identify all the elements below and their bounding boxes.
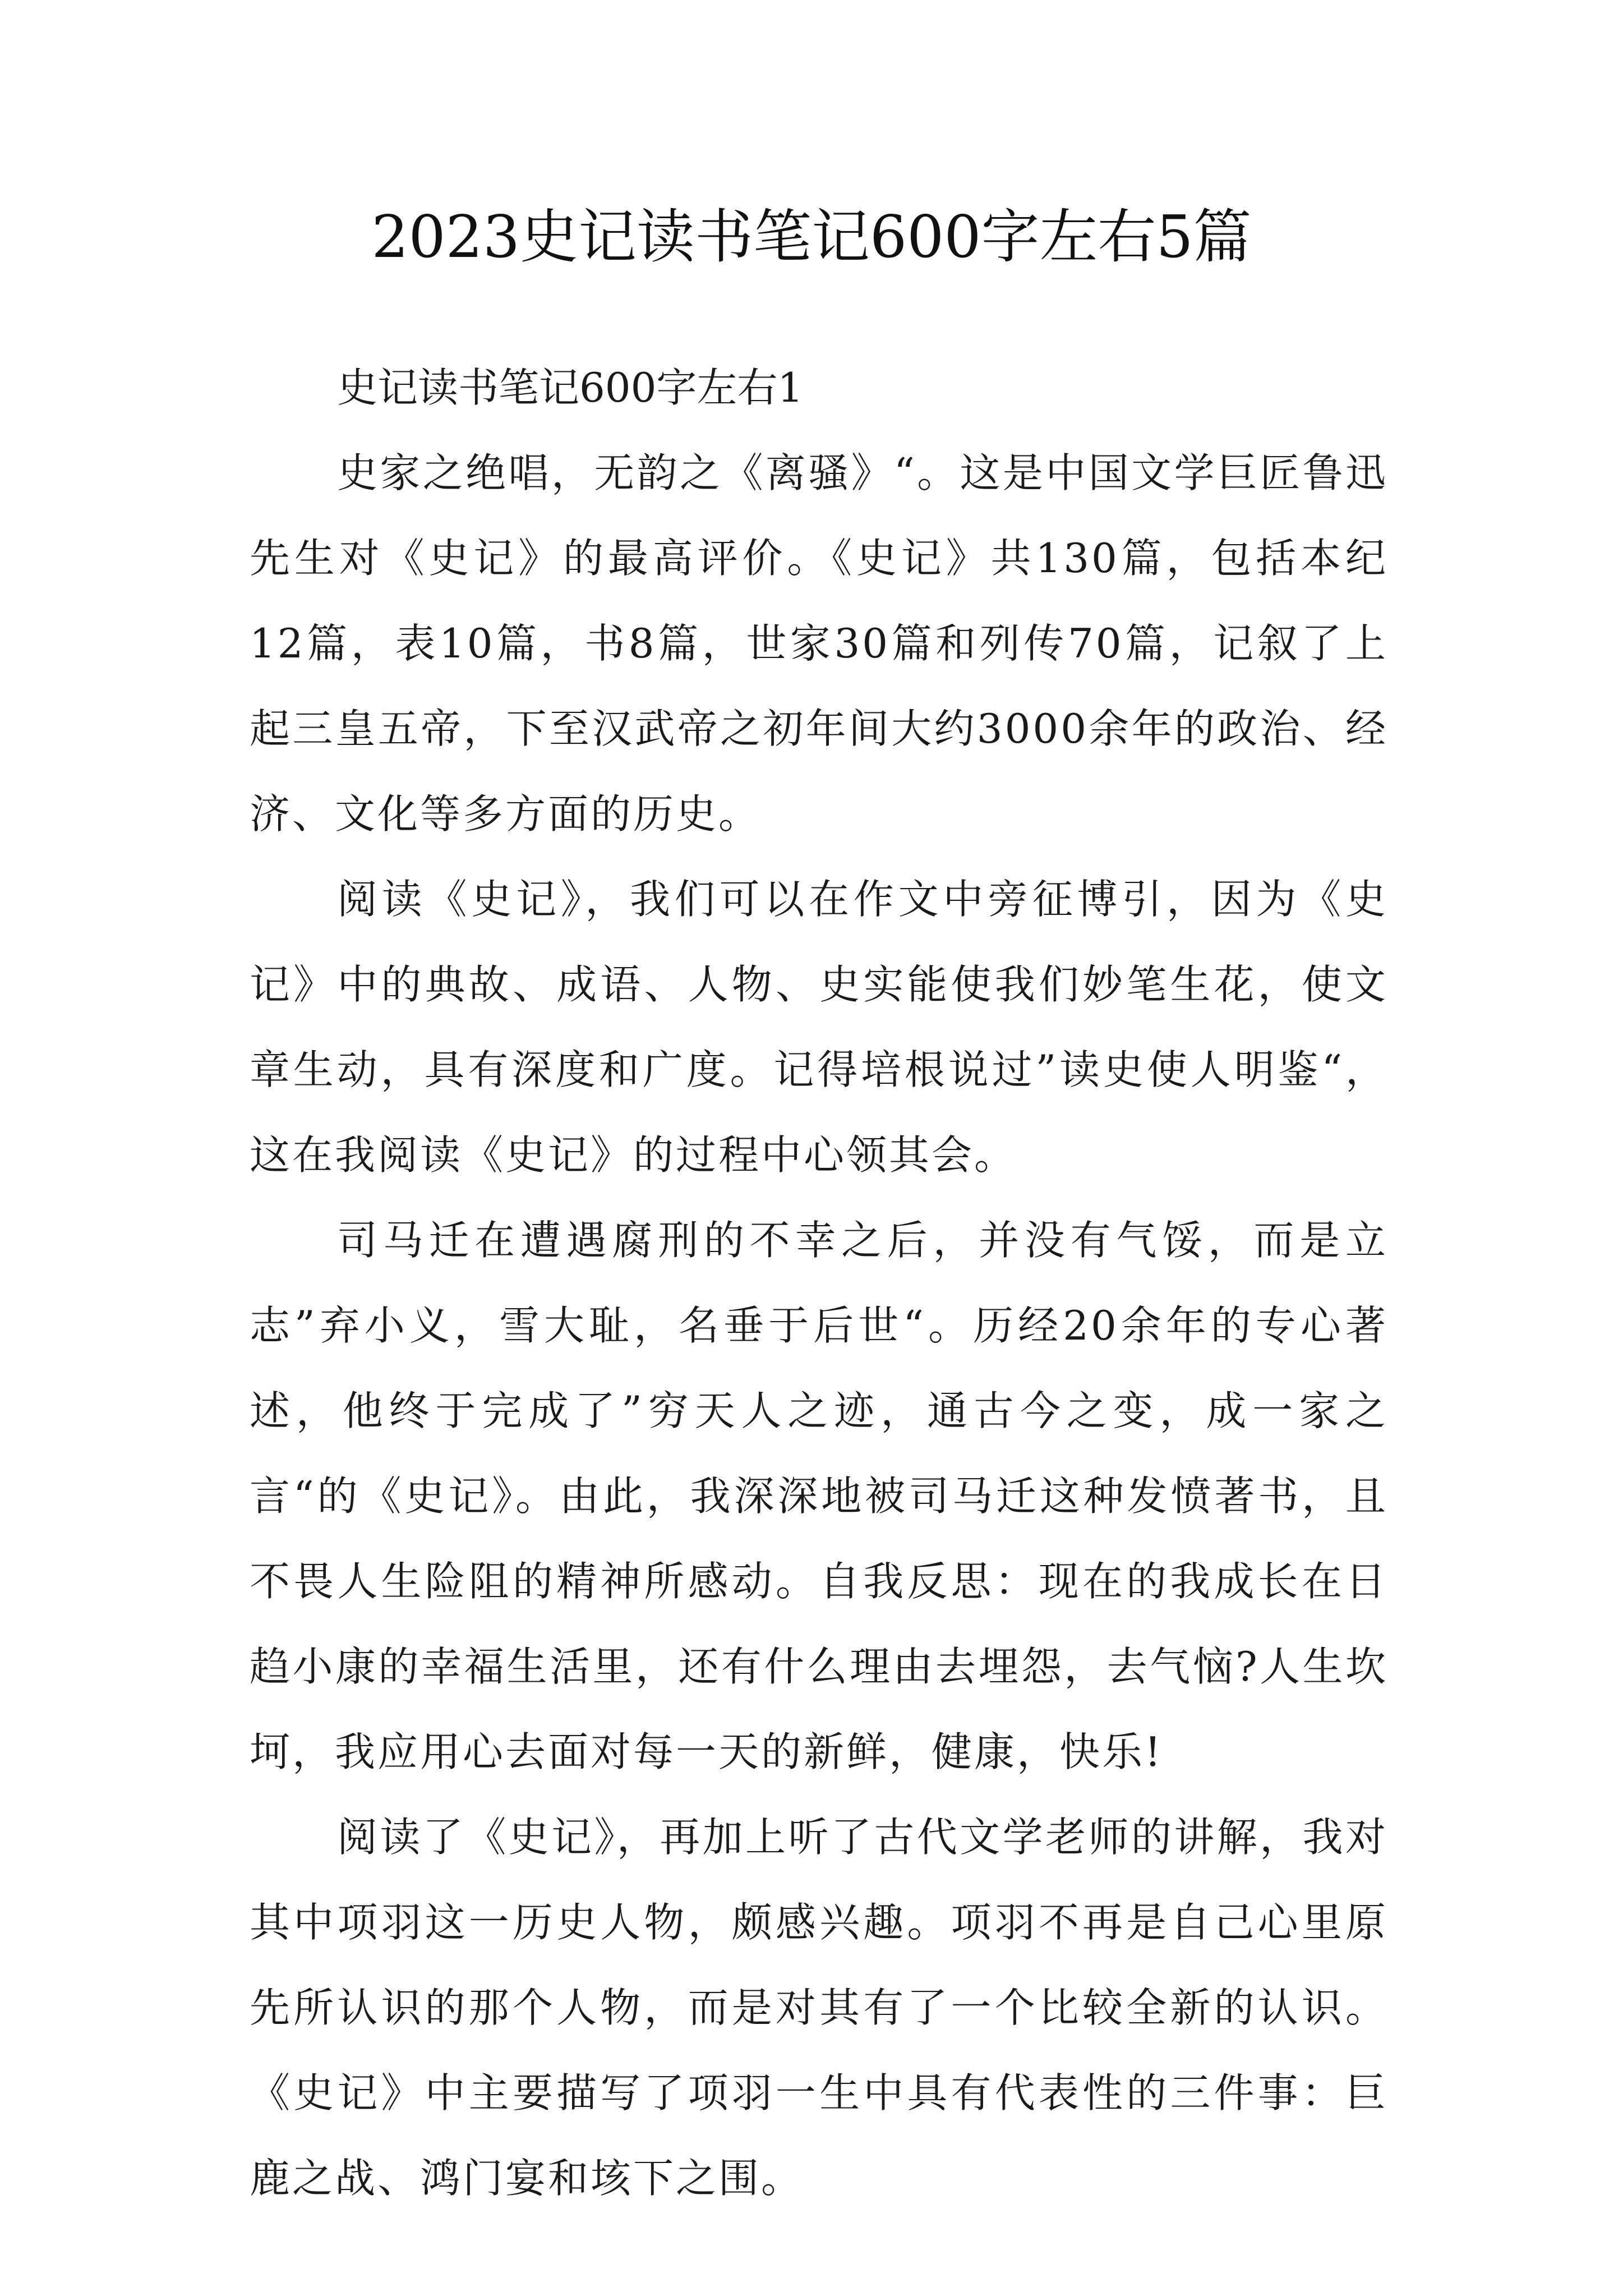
document-title: 2023史记读书笔记600字左右5篇 xyxy=(371,203,1252,271)
paragraph: 阅读《史记》，我们可以在作文中旁征博引，因为《史记》中的典故、成语、人物、史实能使我们妙笔生花，使文章生动，具有深度和广度。记得培根说过”读史使人明鉴“，这在我阅读《史记》的过程中心领其会。 xyxy=(250,876,1388,1179)
section-heading: 史记读书笔记600字左右1 xyxy=(337,364,804,411)
paragraph: 史家之绝唱，无韵之《离骚》“。这是中国文学巨匠鲁迅先生对《史记》的最高评价。《史记》共130篇，包括本纪12篇，表10篇，书8篇，世家30篇和列传70篇，记叙了上起三皇五帝，下至汉武帝之初年间大约3000余年的政治、经济、文化等多方面的历史。 xyxy=(250,449,1388,838)
paragraph: 阅读了《史记》，再加上听了古代文学老师的讲解，我对其中项羽这一历史人物，颇感兴趣。项羽不再是自己心里原先所认识的那个人物，而是对其有了一个比较全新的认识。《史记》中主要描写了项羽一生中具有代表性的三件事：巨鹿之战、鸿门宴和垓下之围。 xyxy=(250,1814,1388,2202)
document-body xyxy=(250,345,1388,2221)
paragraph: 司马迁在遭遇腐刑的不幸之后，并没有气馁，而是立志”弃小义，雪大耻，名垂于后世“。历经20余年的专心著述，他终于完成了”穷天人之迹，通古今之变，成一家之言“的《史记》。由此，我深深地被司马迁这种发愤著书，且不畏人生险阻的精神所感动。自我反思：现在的我成长在日趋小康的幸福生活里，还有什么理由去埋怨，去气恼?人生坎坷，我应用心去面对每一天的新鲜，健康，快乐! xyxy=(250,1217,1388,1775)
